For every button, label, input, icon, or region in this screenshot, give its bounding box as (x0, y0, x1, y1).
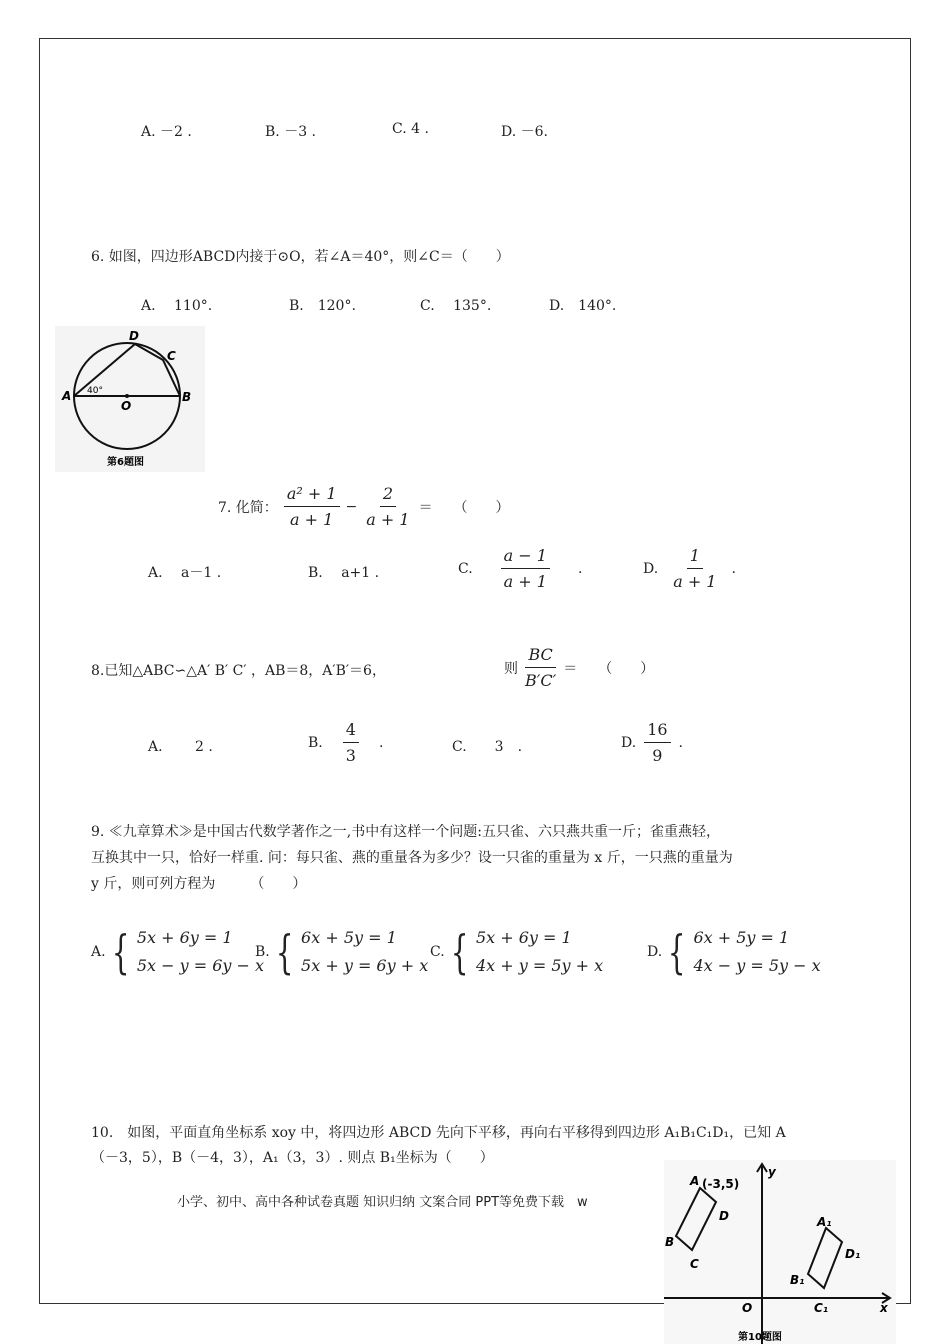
q7-option-d-dot: . (731, 560, 736, 577)
q8-option-b-num: 4 (343, 720, 359, 743)
q10-label-o: O (742, 1301, 753, 1315)
label-o: O (121, 399, 132, 413)
q10-label-b1: B₁ (790, 1273, 805, 1287)
q6-option-d[interactable]: D. 140°. (549, 298, 617, 314)
q6-option-c[interactable]: C. 135°. (420, 298, 492, 314)
label-c: C (167, 349, 176, 363)
q9-option-a-label: A. (91, 944, 106, 960)
footer-text: 小学、初中、高中各种试卷真题 知识归纳 文案合同 PPT等免费下载 w (177, 1195, 588, 1210)
q7-frac1-num: a² + 1 (284, 484, 340, 507)
q6-option-a[interactable]: A. 110°. (141, 298, 213, 314)
q8-option-d-frac (644, 720, 670, 765)
q9-option-b-eq2: 5x + y = 6y + x (301, 956, 429, 975)
q7-suffix: ＝ （ ） (418, 499, 510, 516)
center-dot (125, 394, 129, 398)
label-a: A (62, 389, 72, 403)
q9-option-d-label: D. (647, 944, 663, 960)
q9-option-a[interactable] (91, 924, 264, 980)
q9-option-a-eq2: 5x − y = 6y − x (136, 956, 265, 975)
q9-line3: y 斤，则可列方程为 （ ） (91, 876, 307, 892)
q7-stem (218, 484, 510, 529)
q7-frac1-den: a + 1 (290, 510, 334, 529)
q7-minus: − (345, 498, 358, 515)
q8-option-c[interactable]: C. 3 . (452, 739, 523, 755)
q8-option-b[interactable] (308, 720, 383, 765)
q8-option-d-label: D. (621, 734, 637, 751)
q8-frac-den: B′C′ (525, 671, 557, 690)
q10-label-d1: D₁ (845, 1247, 861, 1261)
q7-option-c-dot: . (577, 560, 583, 577)
q10-line1: 10. 如图，平面直角坐标系 xoy 中，将四边形 ABCD 先向下平移，再向右平移得到四边形 A₁B₁C₁D₁，已知 A (91, 1125, 786, 1141)
q8-option-b-label: B. (308, 734, 323, 751)
q8-frac (522, 645, 559, 690)
q10-figure (664, 1160, 896, 1344)
q5-option-c[interactable]: C. 4 . (392, 121, 429, 137)
q6-figure-caption: 第6题图 (107, 457, 144, 468)
q7-option-d-frac (670, 546, 719, 591)
q8-option-d-den: 9 (652, 746, 663, 765)
q9-line2: 互换其中一只，恰好一样重. 问：每只雀、燕的重量各为多少？设一只雀的重量为 x 斤，一只燕的重量为 (91, 850, 733, 866)
q9-option-c-label: C. (430, 944, 445, 960)
label-b: B (182, 390, 192, 404)
q9-option-c[interactable] (430, 924, 603, 980)
label-angle: 40° (87, 386, 103, 396)
q6-option-b[interactable]: B. 120°. (289, 298, 356, 314)
q8-suffix: ＝ （ ） (563, 660, 655, 677)
q9-option-b[interactable] (255, 924, 428, 980)
q9-option-d[interactable] (647, 924, 821, 980)
q9-option-c-eq2: 4x + y = 5y + x (475, 956, 604, 975)
q8-option-d-dot: . (678, 734, 683, 751)
q7-option-a[interactable]: A. a－1 . (148, 565, 222, 581)
q7-option-d[interactable] (643, 546, 736, 591)
q7-option-c-frac (501, 546, 550, 591)
q9-option-d-eq2: 4x − y = 5y − x (693, 956, 821, 975)
q10-label-a: A (690, 1174, 700, 1188)
brace-icon: { (275, 925, 294, 979)
q7-frac1 (284, 484, 340, 529)
q5-option-a[interactable]: A. －2 . (141, 124, 192, 140)
q5-option-d[interactable]: D. －6. (501, 124, 548, 140)
q7-option-c-num: a − 1 (501, 546, 550, 569)
q5-option-b[interactable]: B. －3 . (265, 124, 316, 140)
q10-label-x: x (880, 1301, 888, 1315)
brace-icon: { (111, 925, 129, 979)
q8-option-b-den: 3 (345, 746, 356, 765)
q8-option-b-frac (343, 720, 359, 765)
q7-frac2-den: a + 1 (366, 510, 410, 529)
q9-option-b-eq1: 6x + 5y = 1 (301, 928, 397, 947)
q8-stem: 8.已知△ABC∽△A′ B′ C′ ，AB＝8，A′B′＝6， (91, 663, 386, 679)
q9-option-d-eq1: 6x + 5y = 1 (693, 928, 790, 947)
q10-label-a-coord: (-3,5) (702, 1177, 740, 1191)
label-d: D (129, 329, 139, 343)
q10-figure-caption: 第10题图 (738, 1332, 782, 1343)
brace-icon: { (668, 925, 686, 979)
q10-label-y: y (768, 1165, 776, 1179)
q8-option-a[interactable]: A. 2 . (148, 739, 213, 755)
q8-option-d[interactable] (621, 720, 683, 765)
q7-option-d-den: a + 1 (673, 572, 717, 591)
q10-label-c: C (690, 1257, 699, 1271)
q7-option-d-num: 1 (687, 546, 703, 569)
q9-option-c-eq1: 5x + 6y = 1 (475, 928, 572, 947)
q7-option-b[interactable]: B. a+1 . (308, 565, 380, 581)
q7-frac2 (363, 484, 412, 529)
q8-option-b-dot: . (378, 734, 384, 751)
q8-ratio (504, 645, 654, 690)
q7-frac2-num: 2 (380, 484, 396, 507)
q10-line2: （－3，5），B（－4，3），A₁（3，3）. 则点 B₁坐标为（ ） (91, 1150, 494, 1166)
q7-option-c-den: a + 1 (503, 572, 547, 591)
q6-stem: 6. 如图，四边形ABCD内接于⊙O，若∠A＝40°，则∠C＝（ ） (91, 249, 510, 265)
q7-prefix: 7. 化简： (218, 499, 278, 516)
brace-icon: { (450, 925, 469, 979)
q6-figure (55, 326, 205, 472)
q8-frac-num: BC (525, 645, 555, 668)
q7-option-c-label: C. (458, 560, 473, 577)
q9-line1: 9. ≪九章算术≫是中国古代数学著作之一,书中有这样一个问题:五只雀、六只燕共重一斤；雀重燕轻， (91, 824, 720, 840)
q7-option-c[interactable] (458, 546, 582, 591)
q10-label-b: B (665, 1235, 675, 1249)
q10-label-d: D (719, 1209, 729, 1223)
q10-label-a1: A₁ (817, 1215, 832, 1229)
q8-then: 则 (504, 660, 518, 677)
q9-option-a-eq1: 5x + 6y = 1 (136, 928, 233, 947)
q8-option-d-num: 16 (644, 720, 670, 743)
q7-option-d-label: D. (643, 560, 659, 577)
q10-label-c1: C₁ (814, 1301, 829, 1315)
q9-option-b-label: B. (255, 944, 270, 960)
